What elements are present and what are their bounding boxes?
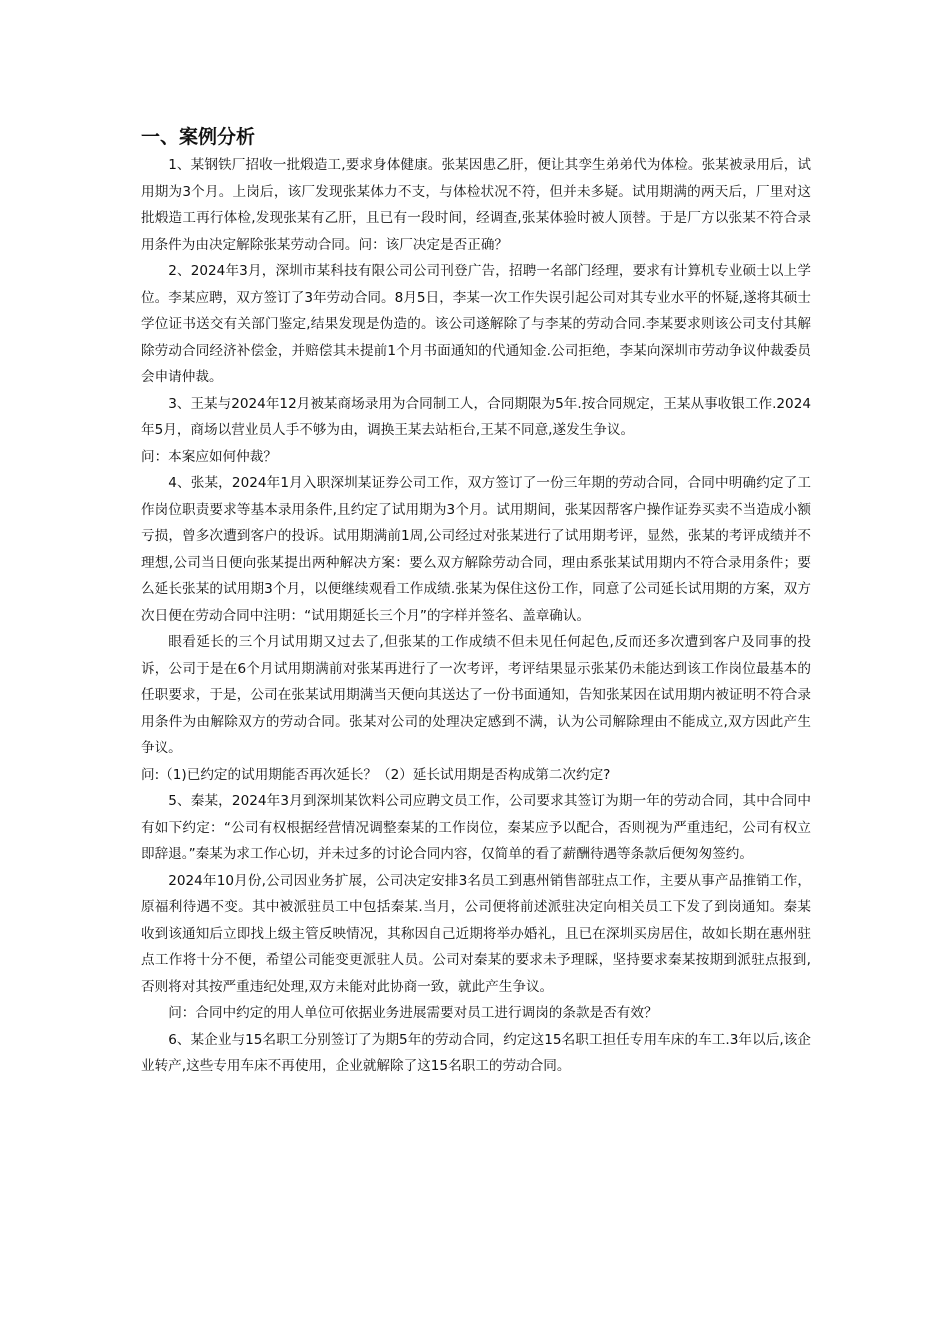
document-page — [141, 122, 811, 1080]
case-5-question: 问：合同中约定的用人单位可依据业务进展需要对员工进行调岗的条款是否有效？ — [168, 1005, 658, 1021]
case-5-continuation: 2024年10月份,公司因业务扩展，公司决定安排3名员工到惠州销售部驻点工作，主要从事产品推销工作，原福利待遇不变。其中被派驻员工中包括秦某.当月，公司便将前述派驻决定向相关员工下发了到岗通知。秦某收到该通知后立即找上级主管反映情况，其称因自己近期将举办婚礼，且已在深圳买房居住，故如长期在惠州驻点工作将十分不便，希望公司能变更派驻人员。公司对秦某的要求未予理睬，坚持要求秦某按期到派驻点报到,否则将对其按严重违纪处理,双方未能对此协商一致，就此产生争议。 — [141, 872, 811, 995]
case-6-paragraph: 6、某企业与15名职工分别签订了为期5年的劳动合同，约定这15名职工担任专用车床的车工.3年以后,该企业转产,这些专用车床不再使用，企业就解除了这15名职工的劳动合同。 — [141, 1031, 811, 1074]
case-2-paragraph: 2、2024年3月，深圳市某科技有限公司公司刊登广告，招聘一名部门经理，要求有计算机专业硕士以上学位。李某应聘，双方签订了3年劳动合同。8月5日，李某一次工作失误引起公司对其专业水平的怀疑,遂将其硕士学位证书送交有关部门鉴定,结果发现是伪造的。该公司遂解除了与李某的劳动合同.李某要求则该公司支付其解除劳动合同经济补偿金，并赔偿其未提前1个月书面通知的代通知金.公司拒绝，李某向深圳市劳动争议仲裁委员会申请仲裁。 — [141, 263, 811, 385]
case-4-question: 问:（1)已约定的试用期能否再次延长？（2）延长试用期是否构成第二次约定? — [141, 766, 611, 783]
case-3-paragraph: 3、王某与2024年12月被某商场录用为合同制工人，合同期限为5年.按合同规定，王某从事收银工作.2024年5月，商场以营业员人手不够为由，调换王某去站柜台,王某不同意,遂发生争议。 — [141, 395, 811, 438]
case-1-paragraph: 1、某钢铁厂招收一批煅造工,要求身体健康。张某因患乙肝，便让其孪生弟弟代为体检。张某被录用后，试用期为3个月。上岗后，该厂发现张某体力不支，与体检状况不符，但并未多疑。试用期满的两天后，厂里对这批煅造工再行体检,发现张某有乙肝，且已有一段时间，经调查,张某体验时被人顶替。于是厂方以张某不符合录用条件为由决定解除张某劳动合同。问：该厂决定是否正确？ — [141, 157, 811, 253]
section-heading: 一、案例分析 — [141, 126, 256, 148]
case-4-paragraph: 4、张某，2024年1月入职深圳某证券公司工作，双方签订了一份三年期的劳动合同，合同中明确约定了工作岗位职责要求等基本录用条件,且约定了试用期为3个月。试用期间，张某因帮客户操作证券买卖不当造成小额亏损，曾多次遭到客户的投诉。试用期满前1周,公司经过对张某进行了试用期考评，显然，张某的考评成绩并不理想,公司当日便向张某提出两种解决方案：要么双方解除劳动合同，理由系张某试用期内不符合录用条件；要么延长张某的试用期3个月，以便继续观看工作成绩.张某为保住这份工作，同意了公司延长试用期的方案，双方次日便在劳动合同中注明：“试用期延长三个月”的字样并签名、盖章确认。 — [141, 475, 811, 624]
case-5-paragraph: 5、秦某，2024年3月到深圳某饮料公司应聘文员工作，公司要求其签订为期一年的劳动合同，其中合同中有如下约定：“公司有权根据经营情况调整秦某的工作岗位，秦某应予以配合，否则视为严重违纪，公司有权立即辞退。”秦某为求工作心切，并未过多的讨论合同内容，仅简单的看了薪酬待遇等条款后便匆匆签约。 — [141, 793, 811, 862]
case-4-continuation: 眼看延长的三个月试用期又过去了,但张某的工作成绩不但未见任何起色,反而还多次遭到客户及同事的投诉，公司于是在6个月试用期满前对张某再进行了一次考评，考评结果显示张某仍未能达到该工作岗位最基本的任职要求，于是，公司在张某试用期满当天便向其送达了一份书面通知，告知张某因在试用期内被证明不符合录用条件为由解除双方的劳动合同。张某对公司的处理决定感到不满，认为公司解除理由不能成立,双方因此产生争议。 — [141, 634, 811, 756]
case-3-question: 问：本案应如何仲裁？ — [141, 448, 277, 465]
